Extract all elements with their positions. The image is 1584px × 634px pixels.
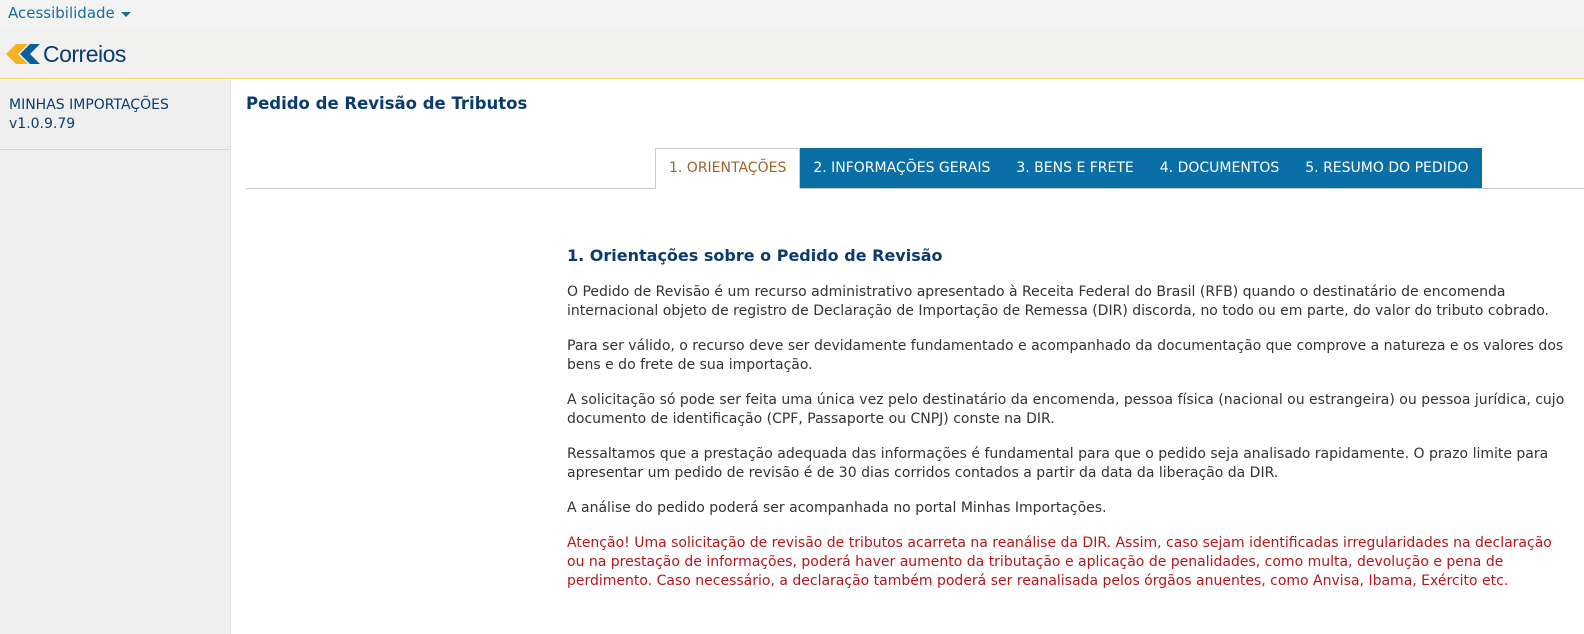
tab-bens-e-frete[interactable]: 3. BENS E FRETE (1003, 148, 1146, 188)
guidelines-content (567, 245, 1567, 607)
tab-orientacoes[interactable]: 1. ORIENTAÇÕES (655, 148, 800, 189)
warning-paragraph: Atenção! Uma solicitação de revisão de tributos acarreta na reanálise da DIR. Assim, caso sejam identificadas irregularidades na declaração ou na prestação de informações, poderá haver aumento da tributação e aplicação de penalidades, como multa, devolução e pena de perdimento. Caso necessário, a declaração também poderá ser reanalisada pelos órgãos anuentes, como Anvisa, Ibama, Exército etc. (567, 535, 1552, 589)
guideline-paragraph: A solicitação só pode ser feita uma única vez pelo destinatário da encomenda, pessoa física (nacional ou estrangeira) ou pessoa jurídica, cujo documento de identificação (CPF, Passaporte ou CNPJ) conste na DIR. (567, 392, 1565, 427)
caret-down-icon (121, 12, 131, 17)
accessibility-bar (0, 0, 1584, 30)
guideline-paragraph: Para ser válido, o recurso deve ser devidamente fundamentado e acompanhado da documentação que comprove a natureza e os valores dos bens e do frete de sua importação. (567, 338, 1564, 373)
correios-logo-icon (6, 40, 40, 68)
app-version: v1.0.9.79 (9, 116, 76, 132)
guideline-paragraph: A análise do pedido poderá ser acompanhada no portal Minhas Importações. (567, 500, 1107, 516)
tab-documentos[interactable]: 4. DOCUMENTOS (1147, 148, 1293, 188)
guideline-paragraph: Ressaltamos que a prestação adequada das informações é fundamental para que o pedido seja analisado rapidamente. O prazo limite para apresentar um pedido de revisão é de 30 dias corridos contados a partir da data da liberação da DIR. (567, 446, 1549, 481)
tab-resumo-do-pedido[interactable]: 5. RESUMO DO PEDIDO (1292, 148, 1481, 188)
tab-informacoes-gerais[interactable]: 2. INFORMAÇÕES GERAIS (800, 148, 1003, 188)
accessibility-label: Acessibilidade (8, 4, 115, 22)
header (0, 30, 1584, 79)
brand-name: Correios (43, 40, 126, 67)
app-title: MINHAS IMPORTAÇÕES (9, 97, 169, 113)
correios-logo[interactable] (6, 40, 126, 68)
page-title: Pedido de Revisão de Tributos (246, 94, 528, 113)
wizard-tabs (655, 148, 1482, 189)
guideline-paragraph: O Pedido de Revisão é um recurso administrativo apresentado à Receita Federal do Brasil (RFB) quando o destinatário de encomenda internacional objeto de registro de Declaração de Importação de Remessa (DIR) discorda, no todo ou em parte, do valor do tributo cobrado. (567, 284, 1549, 319)
accessibility-menu[interactable] (8, 4, 131, 22)
sidebar (0, 80, 231, 634)
section-heading: 1. Orientações sobre o Pedido de Revisão (567, 246, 943, 265)
sidebar-header (0, 80, 230, 150)
